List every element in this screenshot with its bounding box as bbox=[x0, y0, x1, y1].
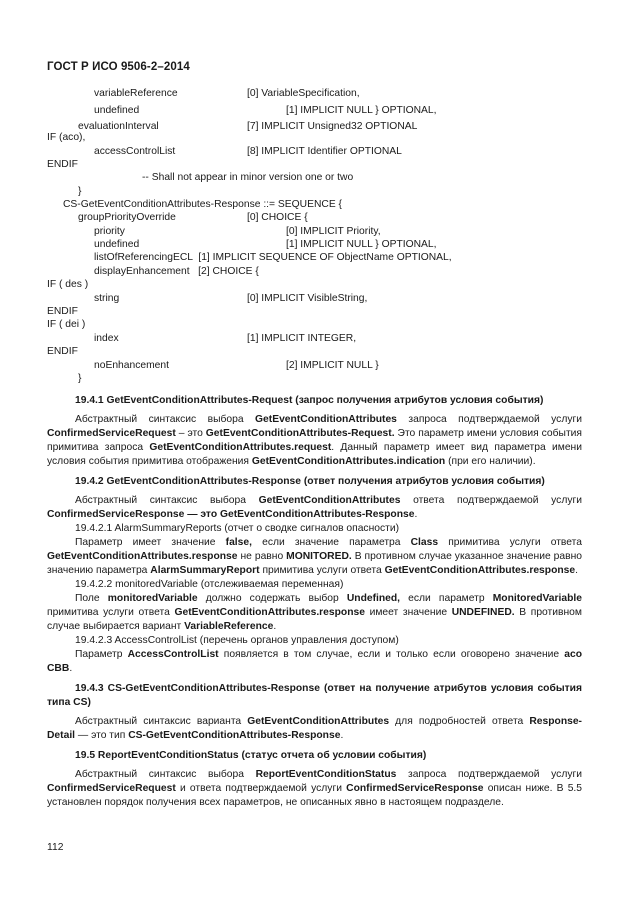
code-line: IF ( des ) bbox=[47, 279, 89, 290]
code-line: priority bbox=[94, 226, 125, 237]
code-line: ENDIF bbox=[47, 346, 78, 357]
code-line: IF ( dei ) bbox=[47, 319, 86, 330]
paragraph: Абстрактный синтаксис варианта GetEventConditionAttributes для подробностей ответа Response-Detail — это тип CS-GetEventConditionAttributes-Response. bbox=[47, 716, 582, 741]
code-line: } bbox=[78, 373, 82, 384]
code-line: evaluationInterval bbox=[78, 121, 159, 132]
section-heading-19-4-2: 19.4.2 GetEventConditionAttributes-Response (ответ получения атрибутов условия события) bbox=[75, 476, 545, 487]
paragraph: Поле monitoredVariable должно содержать выбор Undefined, если параметр MonitoredVariable примитива услуги ответа GetEventConditionAttributes.response имеет значение UNDEFINED. В противном случае выбирается вариант VariableReference. bbox=[47, 593, 582, 632]
code-line: CS-GetEventConditionAttributes-Response ::= SEQUENCE { bbox=[63, 199, 343, 210]
section-heading-19-4-3: 19.4.3 CS-GetEventConditionAttributes-Response (ответ на получение атрибутов условия события типа CS) bbox=[47, 683, 582, 708]
code-line: groupPriorityOverride bbox=[78, 212, 176, 223]
code-line: undefined bbox=[94, 105, 140, 116]
code-line: displayEnhancement [2] CHOICE { bbox=[94, 266, 259, 277]
code-line: [0] CHOICE { bbox=[247, 212, 308, 223]
code-line: accessControlList bbox=[94, 146, 176, 157]
code-line: -- Shall not appear in minor version one or two bbox=[142, 172, 354, 183]
subsection-heading: 19.4.2.2 monitoredVariable (отслеживаемая переменная) bbox=[75, 579, 344, 590]
subsection-heading: 19.4.2.1 AlarmSummaryReports (отчет о сводке сигналов опасности) bbox=[75, 523, 400, 534]
code-line: [8] IMPLICIT Identifier OPTIONAL bbox=[247, 146, 402, 157]
code-line: undefined bbox=[94, 239, 140, 250]
paragraph: Параметр имеет значение false, если значение параметра Class примитива услуги ответа GetEventConditionAttributes.response не равно MONITORED. В противном случае указанное значение равно значению параметра AlarmSummaryReport примитива услуги ответа GetEventConditionAttributes.response. bbox=[47, 537, 582, 576]
subsection-heading: 19.4.2.3 AccessControlList (перечень органов управления доступом) bbox=[75, 635, 399, 646]
page-header: ГОСТ Р ИСО 9506-2–2014 bbox=[47, 61, 190, 73]
code-line: ENDIF bbox=[47, 306, 78, 317]
paragraph: Абстрактный синтаксис выбора GetEventConditionAttributes ответа подтверждаемой услуги ConfirmedServiceResponse — это GetEventConditionAttributes-Response. bbox=[47, 495, 582, 520]
code-line: } bbox=[78, 186, 82, 197]
code-line: [7] IMPLICIT Unsigned32 OPTIONAL bbox=[247, 121, 418, 132]
document-body bbox=[47, 390, 582, 810]
code-line: [1] IMPLICIT NULL } OPTIONAL, bbox=[286, 105, 437, 116]
paragraph: Абстрактный синтаксис выбора GetEventConditionAttributes запроса подтверждаемой услуги ConfirmedServiceRequest – это GetEventConditionAttributes-Request. Это параметр имени условия события примитива запроса GetEventConditionAttributes.request. Данный параметр имеет вид параметра имени условия события примитива отображения GetEventConditionAttributes.indication (при его наличии). bbox=[47, 414, 582, 467]
code-line: [0] IMPLICIT Priority, bbox=[286, 226, 381, 237]
paragraph: Параметр AccessControlList появляется в том случае, если и только если оговорено значение aco CBB. bbox=[47, 649, 582, 674]
code-line: [1] IMPLICIT INTEGER, bbox=[247, 333, 357, 344]
code-line: [1] IMPLICIT NULL } OPTIONAL, bbox=[286, 239, 437, 250]
section-heading-19-5: 19.5 ReportEventConditionStatus (статус отчета об условии события) bbox=[75, 750, 427, 761]
paragraph: Абстрактный синтаксис выбора ReportEventConditionStatus запроса подтверждаемой услуги ConfirmedServiceRequest и ответа подтверждаемой услуги ConfirmedServiceResponse описан ниже. В 5.5 установлен порядок получения всех параметров, не описанных явно в настоящем подразделе. bbox=[47, 769, 583, 808]
code-line: listOfReferencingECL [1] IMPLICIT SEQUENCE OF ObjectName OPTIONAL, bbox=[94, 252, 452, 263]
code-line: noEnhancement bbox=[94, 360, 169, 371]
code-line: [2] IMPLICIT NULL } bbox=[286, 360, 379, 371]
code-line: ENDIF bbox=[47, 159, 78, 170]
code-line: [0] IMPLICIT VisibleString, bbox=[247, 293, 368, 304]
code-line: IF (aco), bbox=[47, 132, 86, 143]
code-line: string bbox=[94, 293, 120, 304]
code-line: index bbox=[94, 333, 119, 344]
code-line: variableReference bbox=[94, 88, 178, 99]
section-heading-19-4-1: 19.4.1 GetEventConditionAttributes-Request (запрос получения атрибутов условия события) bbox=[75, 395, 544, 406]
page-number: 112 bbox=[47, 842, 64, 853]
code-line: [0] VariableSpecification, bbox=[247, 88, 360, 99]
